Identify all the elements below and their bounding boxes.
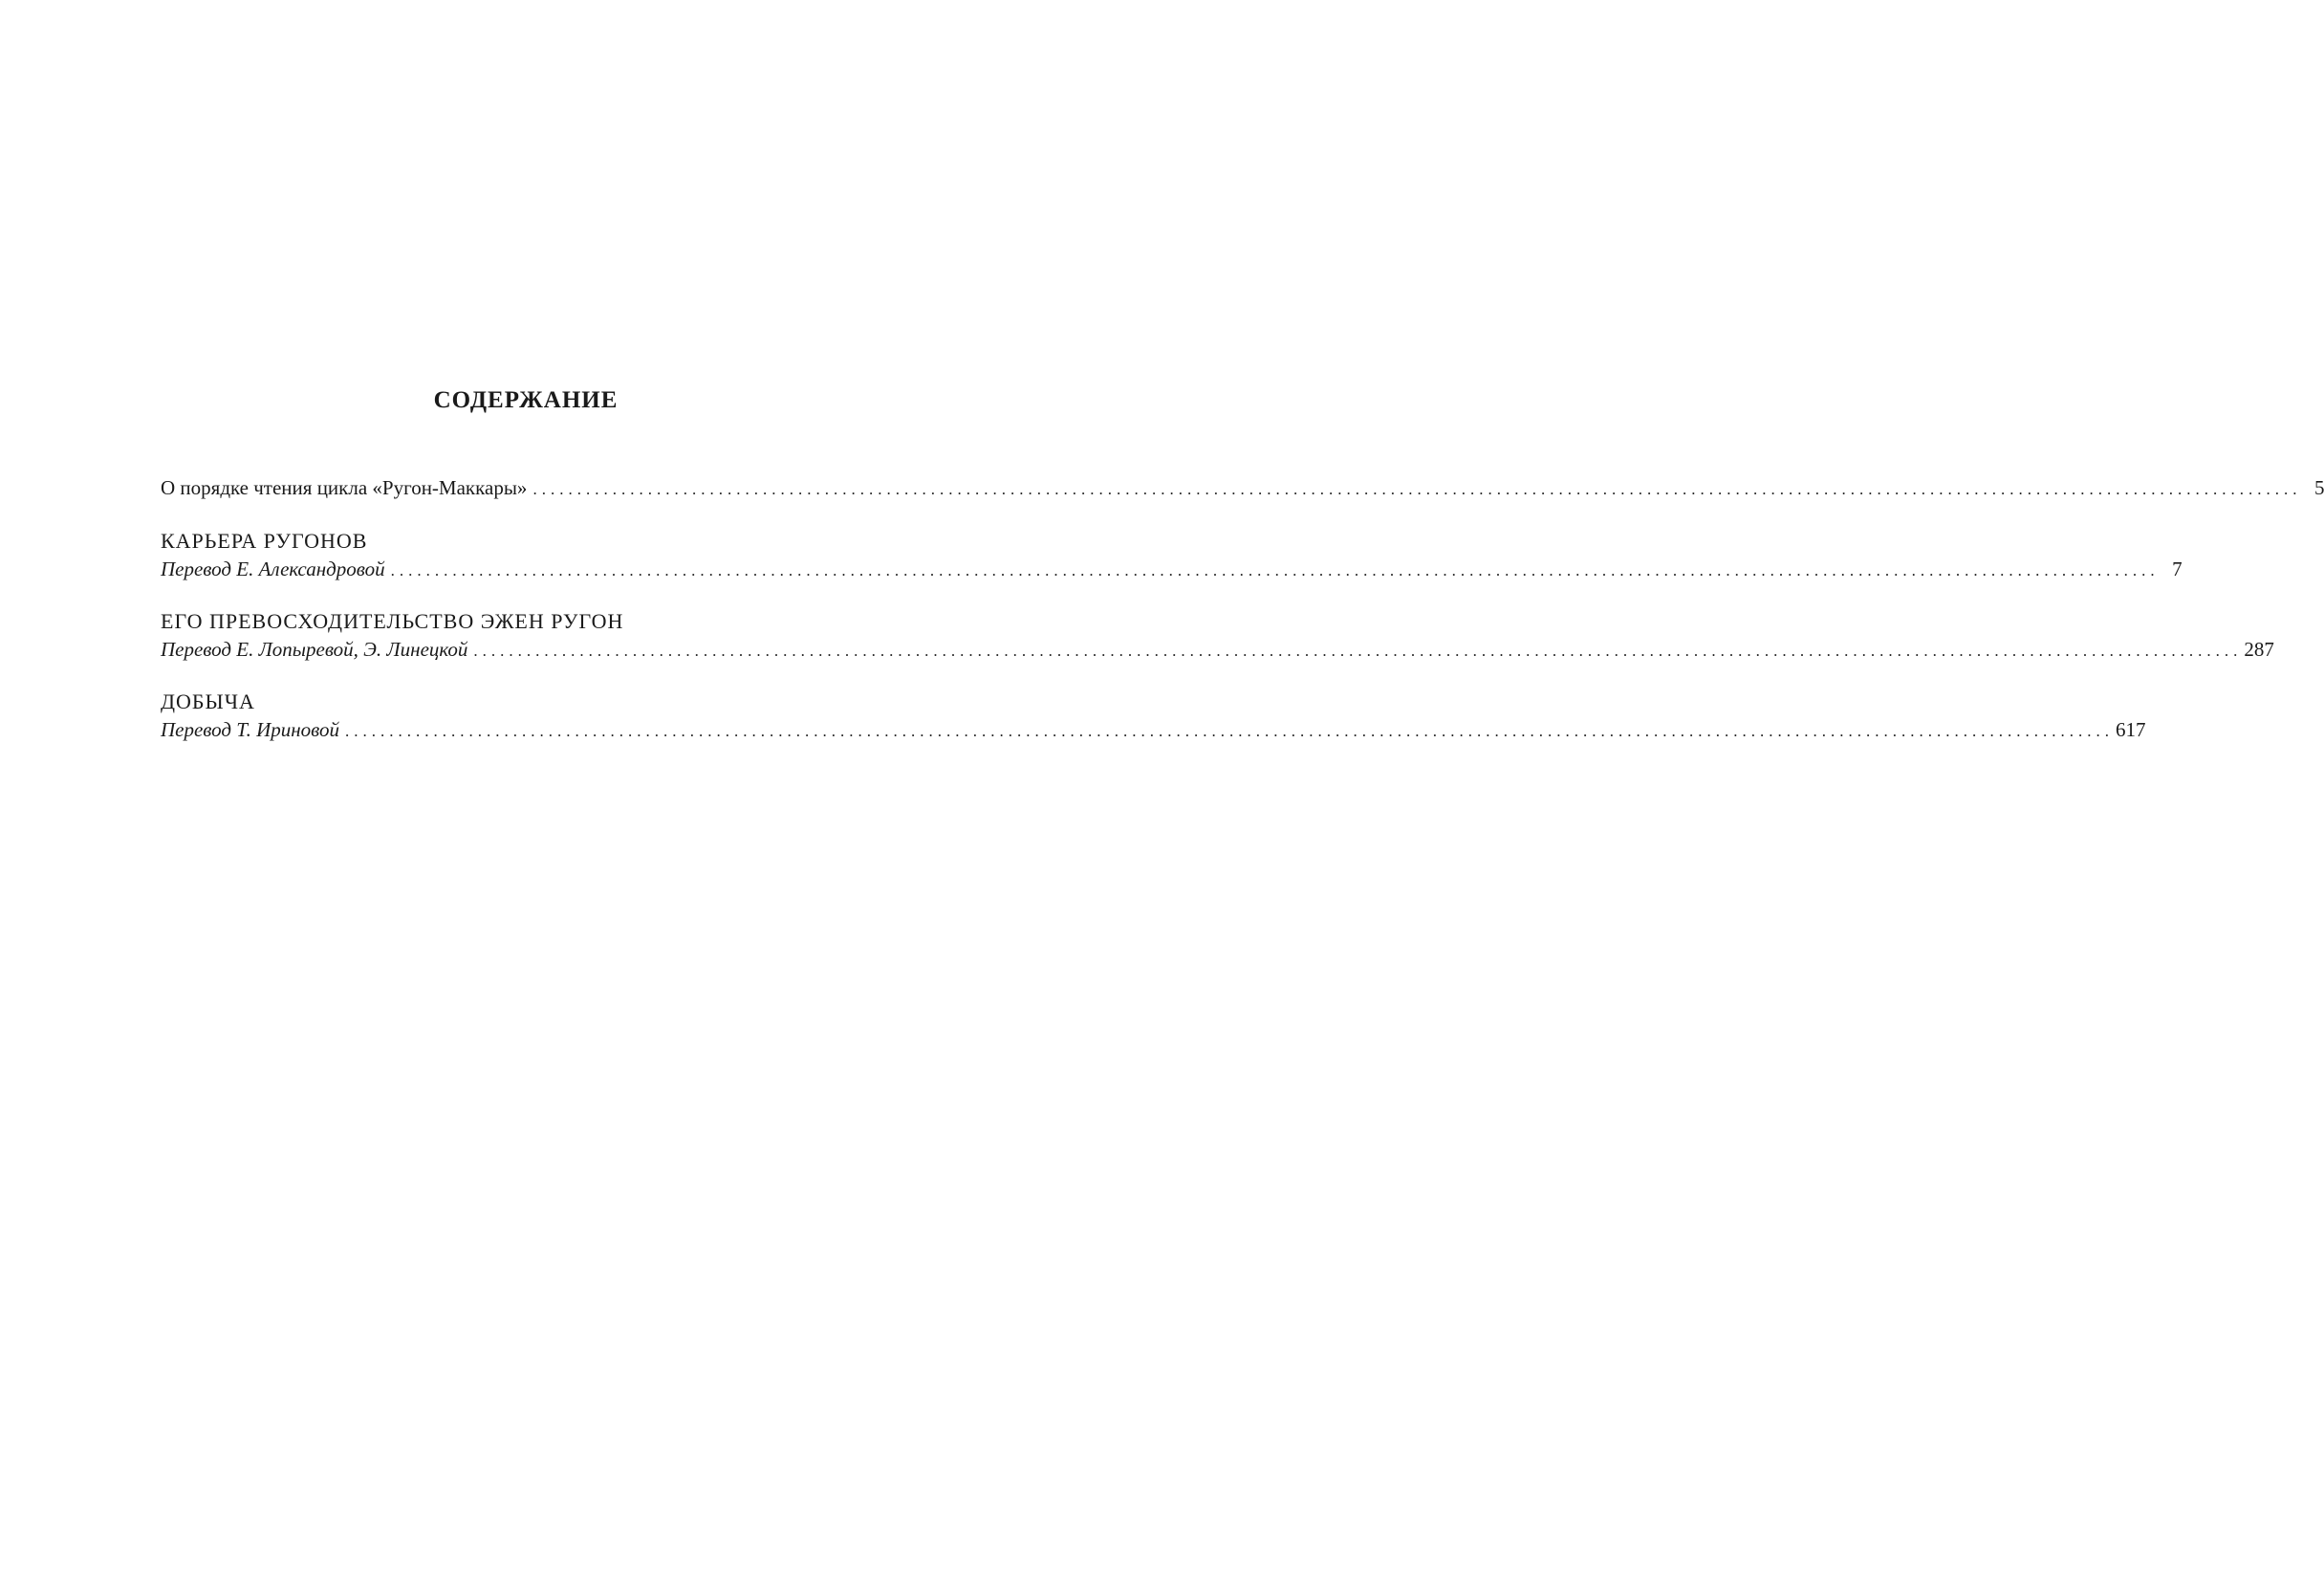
toc-entry-intro [161,474,2324,503]
dot-leader: ........................................................................................................................................................................................................ [473,642,2243,660]
page-number: 617 [2116,718,2146,741]
toc-line [161,716,2146,745]
toc-line [161,636,2274,665]
toc-line [161,474,2324,503]
dot-leader: ........................................................................................................................................................................................................ [390,561,2160,579]
page-title: СОДЕРЖАНИЕ [433,387,619,413]
toc-entry-label: О порядке чтения цикла «Ругон-Маккары» [161,476,528,499]
toc-entry [161,607,2274,665]
dot-leader: ........................................................................................................................................................................................................ [532,480,2302,498]
translator-credit: Перевод Т. Ириновой [161,718,340,741]
page-number: 7 [2172,558,2183,580]
page-number: 5 [2313,476,2324,499]
toc-line [161,556,2183,584]
toc-entry [161,527,2183,584]
toc-entry [161,688,2146,745]
dot-leader: ........................................................................................................................................................................................................ [345,722,2115,740]
section-heading: КАРЬЕРА РУГОНОВ [161,529,368,553]
translator-credit: Перевод Е. Лопыревой, Э. Линецкой [161,638,468,661]
page-number: 287 [2244,638,2274,661]
translator-credit: Перевод Е. Александровой [161,558,385,580]
section-heading: ЕГО ПРЕВОСХОДИТЕЛЬСТВО ЭЖЕН РУГОН [161,609,624,633]
section-heading: ДОБЫЧА [161,689,255,713]
